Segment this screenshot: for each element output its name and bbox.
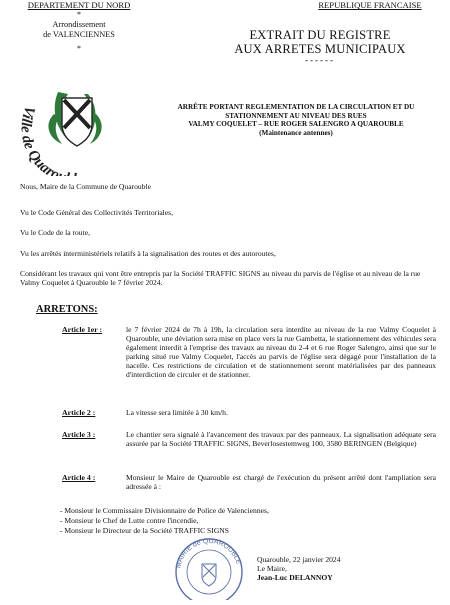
list-item: - Monsieur le Chef de Lutte contre l'incendie, xyxy=(60,516,199,525)
article-1-label: Article 1er : xyxy=(62,325,103,334)
list-item: - Monsieur le Directeur de la Société TRAFFIC SIGNS xyxy=(60,526,230,535)
city-logo xyxy=(14,84,142,176)
arretons-heading: ARRETONS: xyxy=(36,304,98,315)
logo-text: Ville de Quaro xyxy=(17,103,62,176)
arrete-line-3: VALMY COQUELET – RUE ROGER SALENGRO A QUAROUBLE xyxy=(188,120,404,129)
signature-place-date: Quarouble, 22 janvier 2024 xyxy=(257,555,341,564)
preamble-arretes: Vu les arrêtés interministériels relatifs à la signalisation des routes et des autoroutes, xyxy=(20,249,276,258)
arrete-line-4: (Maintenance antennes) xyxy=(259,128,333,137)
arrete-heading xyxy=(150,103,442,137)
arrondissement-label: Arrondissement xyxy=(52,20,106,29)
preamble-mayor: Nous, Maire de la Commune de Quarouble xyxy=(20,182,151,191)
header-left-block xyxy=(4,0,154,54)
stamp-text: MAIRIE de QUAROUBLE xyxy=(175,537,242,569)
signature-name: Jean-Luc DELANNOY xyxy=(257,573,333,582)
separator-star: * xyxy=(77,44,81,53)
article-1-text: le 7 février 2024 de 7h à 19h, la circulation sera interdite au niveau de la rue Valmy Coquelet à Quarouble, une déviation sera mise en place vers la rue Gambetta, le stationnement des véhicules sera également interdit à l'emprise des travaux au niveau du 2-4 et 6 rue Roger Salengro, ainsi que sur le parking situé rue Valmy Coquelet, l'accès au parvis de l'église sera dégagé pour l'installation de la nacelle. Ces restrictions de circulation et de stationnement seront matérialisées par des panneaux d'interdiction de circuler et de stationner. xyxy=(126,325,436,379)
article-4-text: Monsieur le Maire de Quarouble est chargé de l'exécution du présent arrêté dont l'ampliation sera adressée à : xyxy=(126,473,436,491)
list-item: - Monsieur le Commissaire Divisionnaire de Police de Valenciennes, xyxy=(60,506,269,515)
arrete-line-1: ARRÊTE PORTANT REGLEMENTATION DE LA CIRCULATION ET DU xyxy=(177,103,415,111)
preamble-code-route: Vu le Code de la route, xyxy=(20,228,90,237)
title-dashes: ------ xyxy=(305,55,335,65)
title-line-2: AUX ARRETES MUNICIPAUX xyxy=(234,42,406,56)
signature-role: Le Maire, xyxy=(257,564,287,573)
department-name: DEPARTEMENT DU NORD xyxy=(27,0,131,10)
separator-star: * xyxy=(77,10,81,19)
signature-block xyxy=(257,555,341,582)
article-4-label: Article 4 : xyxy=(62,473,96,482)
article-3-text: Le chantier sera signalé à l'avancement des travaux par des panneaux. La signalisation adéquate sera assurée par la Société TRAFFIC SIGNS, Beverlosestemweg 100, 3580 BERINGEN (Belgique) xyxy=(126,430,436,448)
stamp-seal-icon xyxy=(168,532,250,600)
article-2-label: Article 2 : xyxy=(62,408,96,417)
republic-label: REPUBLIQUE FRANCAISE xyxy=(318,0,422,10)
mairie-stamp xyxy=(168,532,250,600)
city-crest-icon xyxy=(14,84,142,176)
arrondissement-name: de VALENCIENNES xyxy=(43,30,115,39)
arrete-line-2: STATIONNEMENT AU NIVEAU DES RUES xyxy=(225,111,367,120)
article-2-text: La vitesse sera limitée à 30 km/h. xyxy=(126,408,228,417)
preamble-considerant: Considérant les travaux qui vont être entrepris par la Société TRAFFIC SIGNS au niveau du parvis de l'église et au niveau de la rue Valmy Coquelet à Quarouble le 7 février 2024. xyxy=(20,269,421,287)
preamble-cgct: Vu le Code Général des Collectivités Territoriales, xyxy=(20,208,174,217)
title-line-1: EXTRAIT DU REGISTRE xyxy=(249,28,391,42)
article-3-label: Article 3 : xyxy=(62,430,96,439)
document-title xyxy=(200,28,440,65)
